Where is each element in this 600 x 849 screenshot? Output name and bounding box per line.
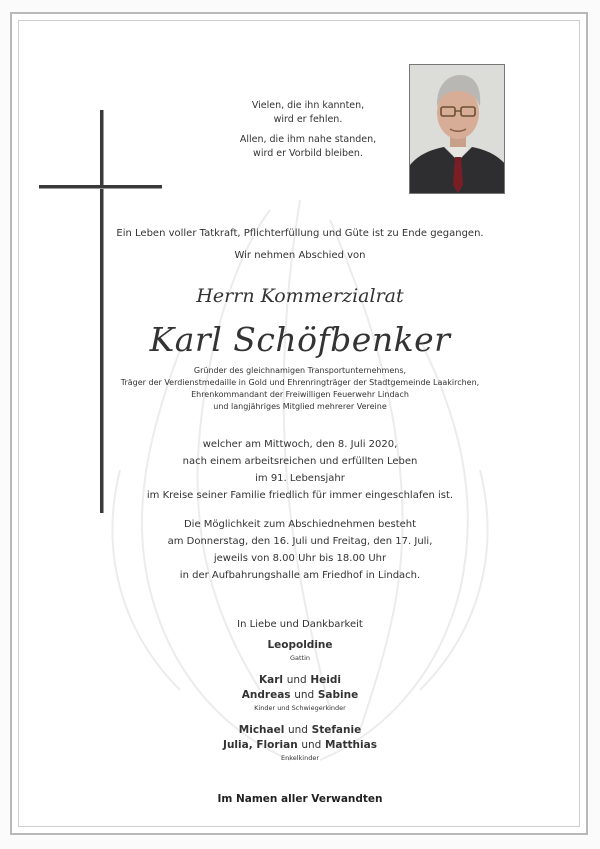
grandchild-names: Julia, Florian xyxy=(223,739,298,751)
quote-stanza-1 xyxy=(238,99,378,127)
child-spouse-name: Sabine xyxy=(317,689,359,701)
farewell-line: in der Aufbahrungshalle am Friedhof in Lindach. xyxy=(179,570,421,581)
farewell-info xyxy=(0,516,600,584)
widow-name: Leopoldine xyxy=(267,639,333,651)
portrait-image xyxy=(410,65,505,194)
child-name: Karl xyxy=(259,674,284,686)
grandchild-name: Michael xyxy=(238,724,285,736)
and-word: und xyxy=(294,689,315,701)
and-word: und xyxy=(286,674,307,686)
death-notice xyxy=(0,436,600,504)
quote-stanza-2 xyxy=(238,133,378,161)
farewell-line: am Donnerstag, den 16. Juli und Freitag, den 17. Juli, xyxy=(167,536,433,547)
grandchild-name: Matthias xyxy=(324,739,377,751)
widow-relation: Gattin xyxy=(289,654,311,662)
child-name: Andreas xyxy=(241,689,291,701)
farewell-line: Die Möglichkeit zum Abschiednehmen besteht xyxy=(183,519,417,530)
memorial-quote xyxy=(238,99,378,167)
death-line: nach einem arbeitsreichen und erfüllten Leben xyxy=(182,456,418,467)
deceased-name: Karl Schöfbenker xyxy=(149,320,451,359)
mourners-list xyxy=(0,638,600,773)
quote-line: Vielen, die ihn kannten, xyxy=(251,100,365,111)
description-line: und langjähriges Mitglied mehrerer Vereine xyxy=(213,402,387,411)
closing-line: Im Namen aller Verwandten xyxy=(217,793,383,805)
children-relation: Kinder und Schwiegerkinder xyxy=(254,704,346,712)
honorific-title: Herrn Kommerzialrat xyxy=(196,285,404,307)
description-line: Träger der Verdienstmedaille in Gold und Ehrenringträger der Stadtgemeinde Laakirchen, xyxy=(120,378,480,387)
and-word: und xyxy=(301,739,322,751)
death-line: im Kreise seiner Familie friedlich für immer eingeschlafen ist. xyxy=(146,490,454,501)
quote-line: wird er Vorbild bleiben. xyxy=(253,148,363,159)
deceased-description xyxy=(0,365,600,413)
farewell-line: jeweils von 8.00 Uhr bis 18.00 Uhr xyxy=(213,553,387,564)
description-line: Ehrenkommandant der Freiwilligen Feuerwehr Lindach xyxy=(191,390,409,399)
quote-line: Allen, die ihm nahe standen, xyxy=(239,134,377,145)
cross-horizontal-bar xyxy=(39,185,162,188)
intro-line: Ein Leben voller Tatkraft, Pflichterfüllung und Güte ist zu Ende gegangen. xyxy=(116,228,484,239)
and-word: und xyxy=(288,724,308,736)
children-line-1 xyxy=(0,673,600,688)
intro-line: Wir nehmen Abschied von xyxy=(234,250,366,261)
grandchildren-line-1 xyxy=(0,723,600,738)
death-line: im 91. Lebensjahr xyxy=(255,473,345,484)
death-line: welcher am Mittwoch, den 8. Juli 2020, xyxy=(202,439,398,450)
quote-line: wird er fehlen. xyxy=(273,114,343,125)
portrait-photo xyxy=(409,64,505,194)
grandchildren-relation: Enkelkinder xyxy=(280,754,320,762)
grandchild-name: Stefanie xyxy=(311,724,362,736)
description-line: Gründer des gleichnamigen Transportunternehmens, xyxy=(193,366,407,375)
grandchildren-line-2 xyxy=(0,738,600,753)
children-line-2 xyxy=(0,688,600,703)
child-spouse-name: Heidi xyxy=(310,674,341,686)
mourners-intro: In Liebe und Dankbarkeit xyxy=(237,619,363,630)
